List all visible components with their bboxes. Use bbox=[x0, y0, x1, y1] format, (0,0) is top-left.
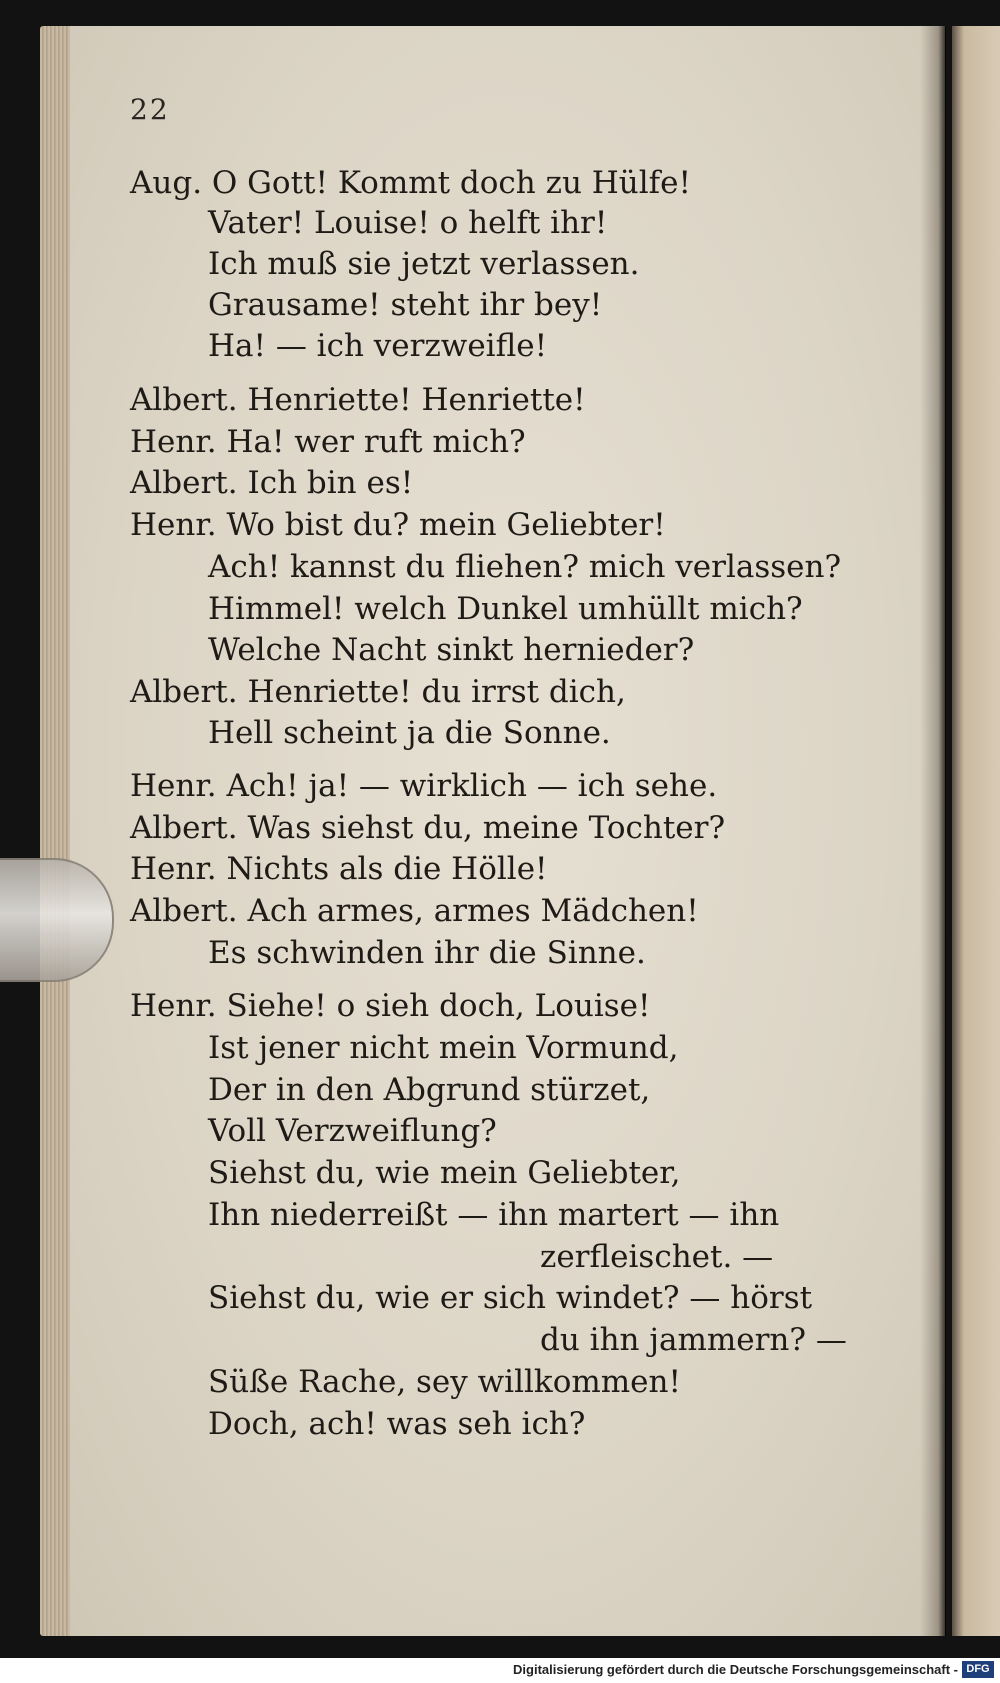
book-fore-edge bbox=[40, 26, 74, 1636]
text-line: Ach! kannst du fliehen? mich verlassen? bbox=[208, 549, 842, 585]
text-line: Siehst du, wie er sich windet? — hörst bbox=[208, 1280, 813, 1316]
footer-credit: Digitalisierung gefördert durch die Deutsche Forschungsgemeinschaft - bbox=[513, 1662, 958, 1677]
facing-page-edge bbox=[952, 26, 1000, 1636]
text-line: Albert. Henriette! du irrst dich, bbox=[130, 674, 626, 710]
dfg-logo-icon[interactable]: DFG bbox=[962, 1661, 994, 1678]
text-line: du ihn jammern? — bbox=[540, 1322, 847, 1358]
text-line: Aug. O Gott! Kommt doch zu Hülfe! bbox=[130, 165, 691, 201]
text-line: Albert. Ach armes, armes Mädchen! bbox=[130, 893, 699, 929]
text-line: Ich muß sie jetzt verlassen. bbox=[208, 246, 640, 282]
text-line: Vater! Louise! o helft ihr! bbox=[208, 205, 608, 241]
page-number: 22 bbox=[130, 93, 170, 126]
text-line: Voll Verzweiflung? bbox=[208, 1113, 497, 1149]
text-line: Albert. Henriette! Henriette! bbox=[130, 382, 586, 418]
text-line: Henr. Nichts als die Hölle! bbox=[130, 851, 548, 887]
text-line: Henr. Siehe! o sieh doch, Louise! bbox=[130, 988, 651, 1024]
text-line: Ihn niederreißt — ihn martert — ihn bbox=[208, 1197, 780, 1233]
text-line: Der in den Abgrund stürzet, bbox=[208, 1072, 651, 1108]
text-line: Albert. Was siehst du, meine Tochter? bbox=[130, 810, 726, 846]
text-line: Es schwinden ihr die Sinne. bbox=[208, 935, 646, 971]
text-line: Hell scheint ja die Sonne. bbox=[208, 715, 611, 751]
text-line: Himmel! welch Dunkel umhüllt mich? bbox=[208, 591, 803, 627]
footer-bar bbox=[0, 1658, 1000, 1683]
text-line: Doch, ach! was seh ich? bbox=[208, 1406, 586, 1442]
text-line: Süße Rache, sey willkommen! bbox=[208, 1364, 681, 1400]
text-line: Albert. Ich bin es! bbox=[130, 465, 414, 501]
text-line: Henr. Ach! ja! — wirklich — ich sehe. bbox=[130, 768, 718, 804]
text-line: Henr. Ha! wer ruft mich? bbox=[130, 424, 526, 460]
text-line: Henr. Wo bist du? mein Geliebter! bbox=[130, 507, 666, 543]
text-line: Welche Nacht sinkt hernieder? bbox=[208, 632, 695, 668]
text-line: Ha! — ich verzweifle! bbox=[208, 328, 548, 364]
text-line: Ist jener nicht mein Vormund, bbox=[208, 1030, 679, 1066]
gutter-shadow bbox=[920, 26, 946, 1636]
text-line: Grausame! steht ihr bey! bbox=[208, 287, 603, 323]
page-clip bbox=[0, 858, 114, 982]
text-line: Siehst du, wie mein Geliebter, bbox=[208, 1155, 681, 1191]
text-line: zerfleischet. — bbox=[540, 1239, 774, 1275]
